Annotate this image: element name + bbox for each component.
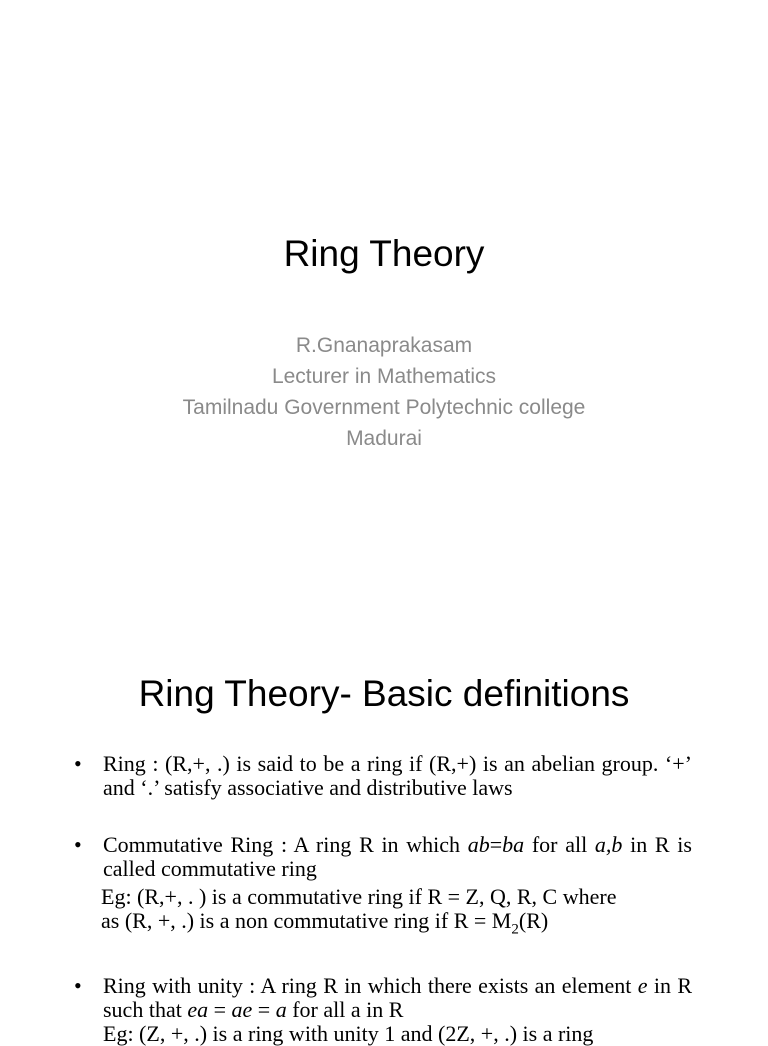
author-block xyxy=(0,330,768,454)
matrix-subscript: 2 xyxy=(511,921,519,938)
commutative-text: for all xyxy=(524,832,595,857)
author-position: Lecturer in Mathematics xyxy=(271,365,497,388)
definitions-slide xyxy=(0,640,768,1046)
ring-definition-text: Ring : (R,+, .) is said to be a ring if (R,+) is an abelian group. ‘+’ and ‘.’ satisfy associative and distributive laws xyxy=(103,751,692,800)
bullet-commutative-ring xyxy=(74,833,692,881)
definitions-list xyxy=(74,752,692,1046)
unity-text: for all a in R xyxy=(286,997,404,1023)
slide-title: Ring Theory- Basic definitions xyxy=(138,673,630,714)
unity-ae: ae xyxy=(231,997,253,1023)
example-line-2 xyxy=(101,909,692,941)
commutative-text: Commutative Ring : A ring R in which xyxy=(103,832,468,857)
unity-ea: ea xyxy=(187,997,209,1023)
bullet-ring xyxy=(74,752,692,800)
commutative-eq: = xyxy=(489,832,503,857)
example-line-2-end: (R) xyxy=(518,908,549,933)
unity-text: Ring with unity : A ring R in which there exists an element xyxy=(103,973,638,999)
bullet-marker: • xyxy=(74,751,82,776)
partial-example-text: Eg: (Z, +, .) is a ring with unity 1 and (2Z, +, .) is a ring xyxy=(103,1021,594,1046)
commutative-text: in R is called commutative ring xyxy=(103,832,692,881)
unity-text: = xyxy=(252,997,276,1023)
bullet-marker: • xyxy=(74,832,82,857)
bullet-ring-with-unity xyxy=(74,974,692,1022)
commutative-vars: a,b xyxy=(594,832,623,857)
bullet-marker: • xyxy=(74,973,82,999)
example-line-1: Eg: (R,+, . ) is a commutative ring if R = Z, Q, R, C where xyxy=(101,884,617,909)
unity-a: a xyxy=(275,997,287,1023)
slide-title: Ring Theory xyxy=(283,233,485,274)
author-name: R.Gnanaprakasam xyxy=(295,334,473,357)
commutative-example xyxy=(74,885,692,941)
unity-e: e xyxy=(637,973,648,999)
commutative-ba: ba xyxy=(502,832,525,857)
commutative-ab: ab xyxy=(467,832,490,857)
unity-text: = xyxy=(208,997,232,1023)
bullet-partial-cut-off xyxy=(74,1022,692,1046)
author-city: Madurai xyxy=(346,427,422,450)
author-institution: Tamilnadu Government Polytechnic college xyxy=(182,396,586,419)
unity-text: in R such that xyxy=(103,973,692,1023)
example-line-2-text: as (R, +, .) is a non commutative ring if R = M xyxy=(101,908,512,933)
